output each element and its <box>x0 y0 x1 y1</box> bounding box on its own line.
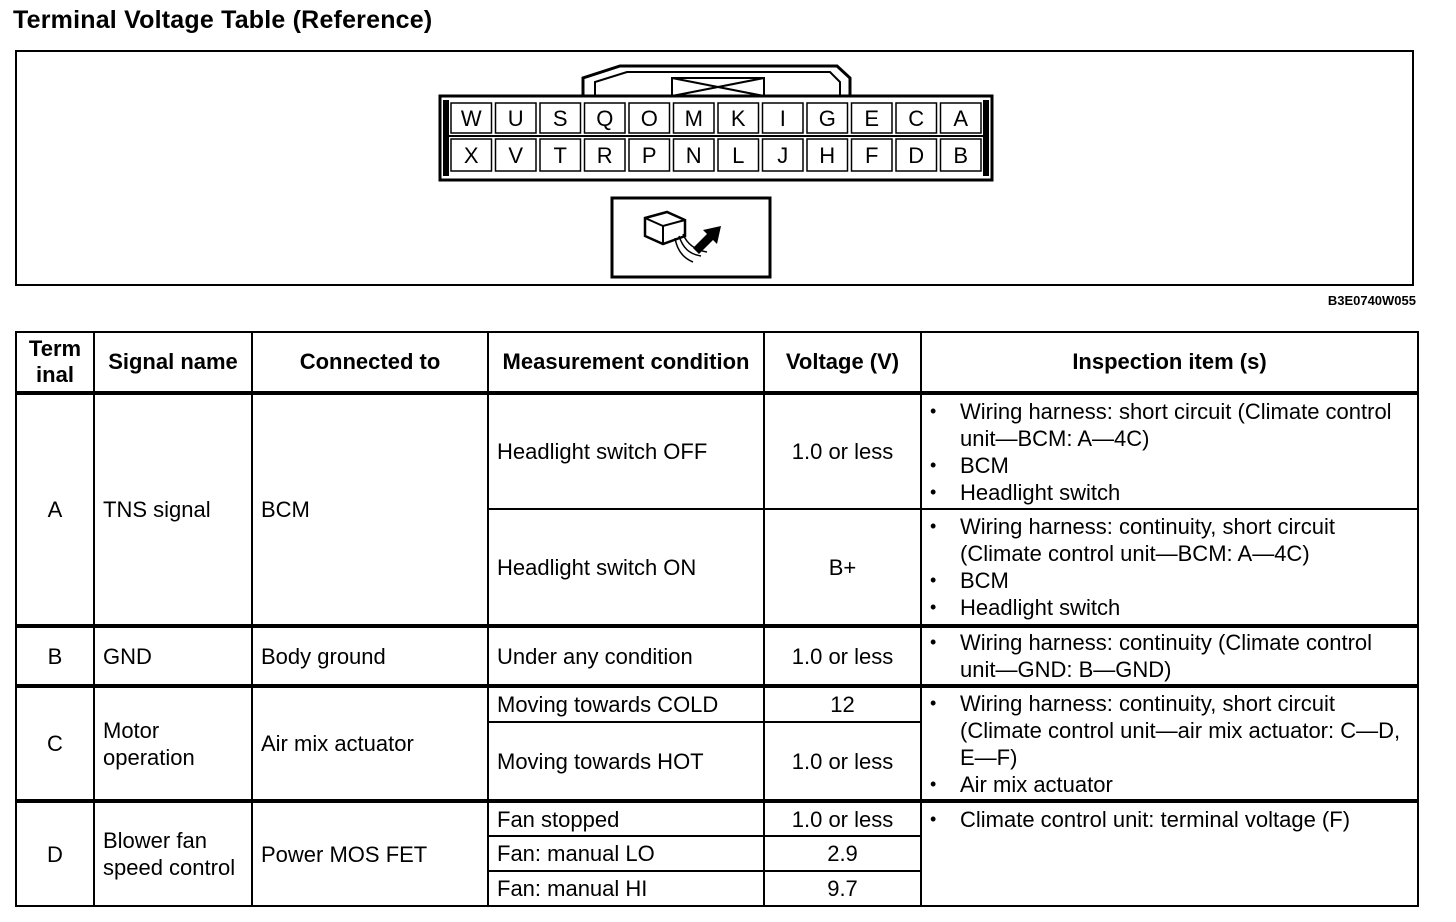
inspection-item: • Wiring harness: short circuit (Climate control unit—BCM: A—4C) <box>960 398 1409 452</box>
connector-pin-label: V <box>508 143 524 168</box>
connector-pin-label: I <box>779 106 786 131</box>
inspection-cell <box>921 801 1418 906</box>
signal-name-cell: GND <box>94 626 252 686</box>
connector-pin-label: S <box>552 106 568 131</box>
figure-reference-code: B3E0740W055 <box>1327 293 1416 308</box>
condition-cell: Headlight switch OFF <box>488 393 764 509</box>
connector-pin-label: M <box>684 106 703 131</box>
connector-pin-label: Q <box>596 106 614 131</box>
inspection-list <box>930 398 1409 506</box>
inspection-item: • BCM <box>960 567 1409 594</box>
connector-pin-label: O <box>640 106 658 131</box>
connector-pin-label: R <box>596 143 613 168</box>
connector-diagram <box>15 50 1414 286</box>
connector-pin-label: N <box>685 143 702 168</box>
voltage-cell: 2.9 <box>764 836 921 871</box>
connector-pin-label: E <box>864 106 880 131</box>
voltage-cell: B+ <box>764 509 921 626</box>
connected-to-cell: Body ground <box>252 626 488 686</box>
inspection-item: • Wiring harness: continuity, short circuit (Climate control unit—BCM: A—4C) <box>960 513 1409 567</box>
condition-cell: Under any condition <box>488 626 764 686</box>
voltage-cell: 1.0 or less <box>764 626 921 686</box>
inspection-item: • Headlight switch <box>960 479 1409 506</box>
terminal-voltage-table <box>15 331 1419 907</box>
header-inspection-items: Inspection item (s) <box>921 332 1418 393</box>
signal-name-cell: Blower fan speed control <box>94 801 252 906</box>
connector-pin-label: H <box>819 143 836 168</box>
page-title: Terminal Voltage Table (Reference) <box>13 6 433 34</box>
condition-cell: Fan stopped <box>488 801 764 836</box>
inspection-cell <box>921 509 1418 626</box>
voltage-cell: 1.0 or less <box>764 801 921 836</box>
terminal-cell: C <box>16 686 94 801</box>
connector-pin-label: D <box>908 143 925 168</box>
inspection-item: • Wiring harness: continuity (Climate control unit—GND: B—GND) <box>960 629 1409 683</box>
table-row <box>16 801 1418 836</box>
connector-pin-label: P <box>641 143 657 168</box>
terminal-cell: B <box>16 626 94 686</box>
connector-pin-label: C <box>908 106 925 131</box>
voltage-cell: 12 <box>764 686 921 722</box>
inspection-cell <box>921 626 1418 686</box>
connector-drawing <box>17 52 1412 284</box>
connector-pin-label: K <box>730 106 746 131</box>
header-voltage: Voltage (V) <box>764 332 921 393</box>
inspection-cell <box>921 686 1418 801</box>
connector-pin-label: B <box>953 143 969 168</box>
header-measurement-condition: Measurement condition <box>488 332 764 393</box>
condition-cell: Moving towards COLD <box>488 686 764 722</box>
inspection-cell <box>921 393 1418 509</box>
connector-pin-label: A <box>953 106 969 131</box>
terminal-cell: D <box>16 801 94 906</box>
inspection-item: • Climate control unit: terminal voltage (F) <box>960 806 1409 833</box>
inspection-list <box>930 803 1409 833</box>
condition-cell: Moving towards HOT <box>488 722 764 801</box>
terminal-cell: A <box>16 393 94 626</box>
header-connected-to: Connected to <box>252 332 488 393</box>
table-row <box>16 626 1418 686</box>
table-row <box>16 686 1418 722</box>
inspection-item: • BCM <box>960 452 1409 479</box>
condition-cell: Fan: manual LO <box>488 836 764 871</box>
table-header-row <box>16 332 1418 393</box>
connector-pin-label: G <box>818 106 836 131</box>
header-terminal: Term inal <box>16 332 94 393</box>
signal-name-cell: Motor operation <box>94 686 252 801</box>
connected-to-cell: Power MOS FET <box>252 801 488 906</box>
inspection-item: • Air mix actuator <box>960 771 1409 798</box>
signal-name-cell: TNS signal <box>94 393 252 626</box>
connector-pin-label: T <box>553 143 567 168</box>
connector-pin-label: W <box>460 106 482 131</box>
inspection-item: • Wiring harness: continuity, short circuit (Climate control unit—air mix actuator: C—D, E—F) <box>960 690 1409 771</box>
connected-to-cell: Air mix actuator <box>252 686 488 801</box>
header-signal-name: Signal name <box>94 332 252 393</box>
inspection-list <box>930 629 1409 683</box>
connected-to-cell: BCM <box>252 393 488 626</box>
voltage-cell: 9.7 <box>764 871 921 906</box>
connector-pin-label: U <box>507 106 524 131</box>
inspection-list <box>930 690 1409 798</box>
inspection-item: • Headlight switch <box>960 594 1409 621</box>
inspection-list <box>930 513 1409 621</box>
voltage-cell: 1.0 or less <box>764 393 921 509</box>
connector-pin-label: F <box>865 143 879 168</box>
connector-pin-label: X <box>463 143 479 168</box>
harness-side-connector-icon <box>645 212 721 262</box>
table-row <box>16 393 1418 509</box>
condition-cell: Headlight switch ON <box>488 509 764 626</box>
voltage-cell: 1.0 or less <box>764 722 921 801</box>
connector-pin-label: L <box>732 143 745 168</box>
condition-cell: Fan: manual HI <box>488 871 764 906</box>
connector-pin-label: J <box>777 143 789 168</box>
